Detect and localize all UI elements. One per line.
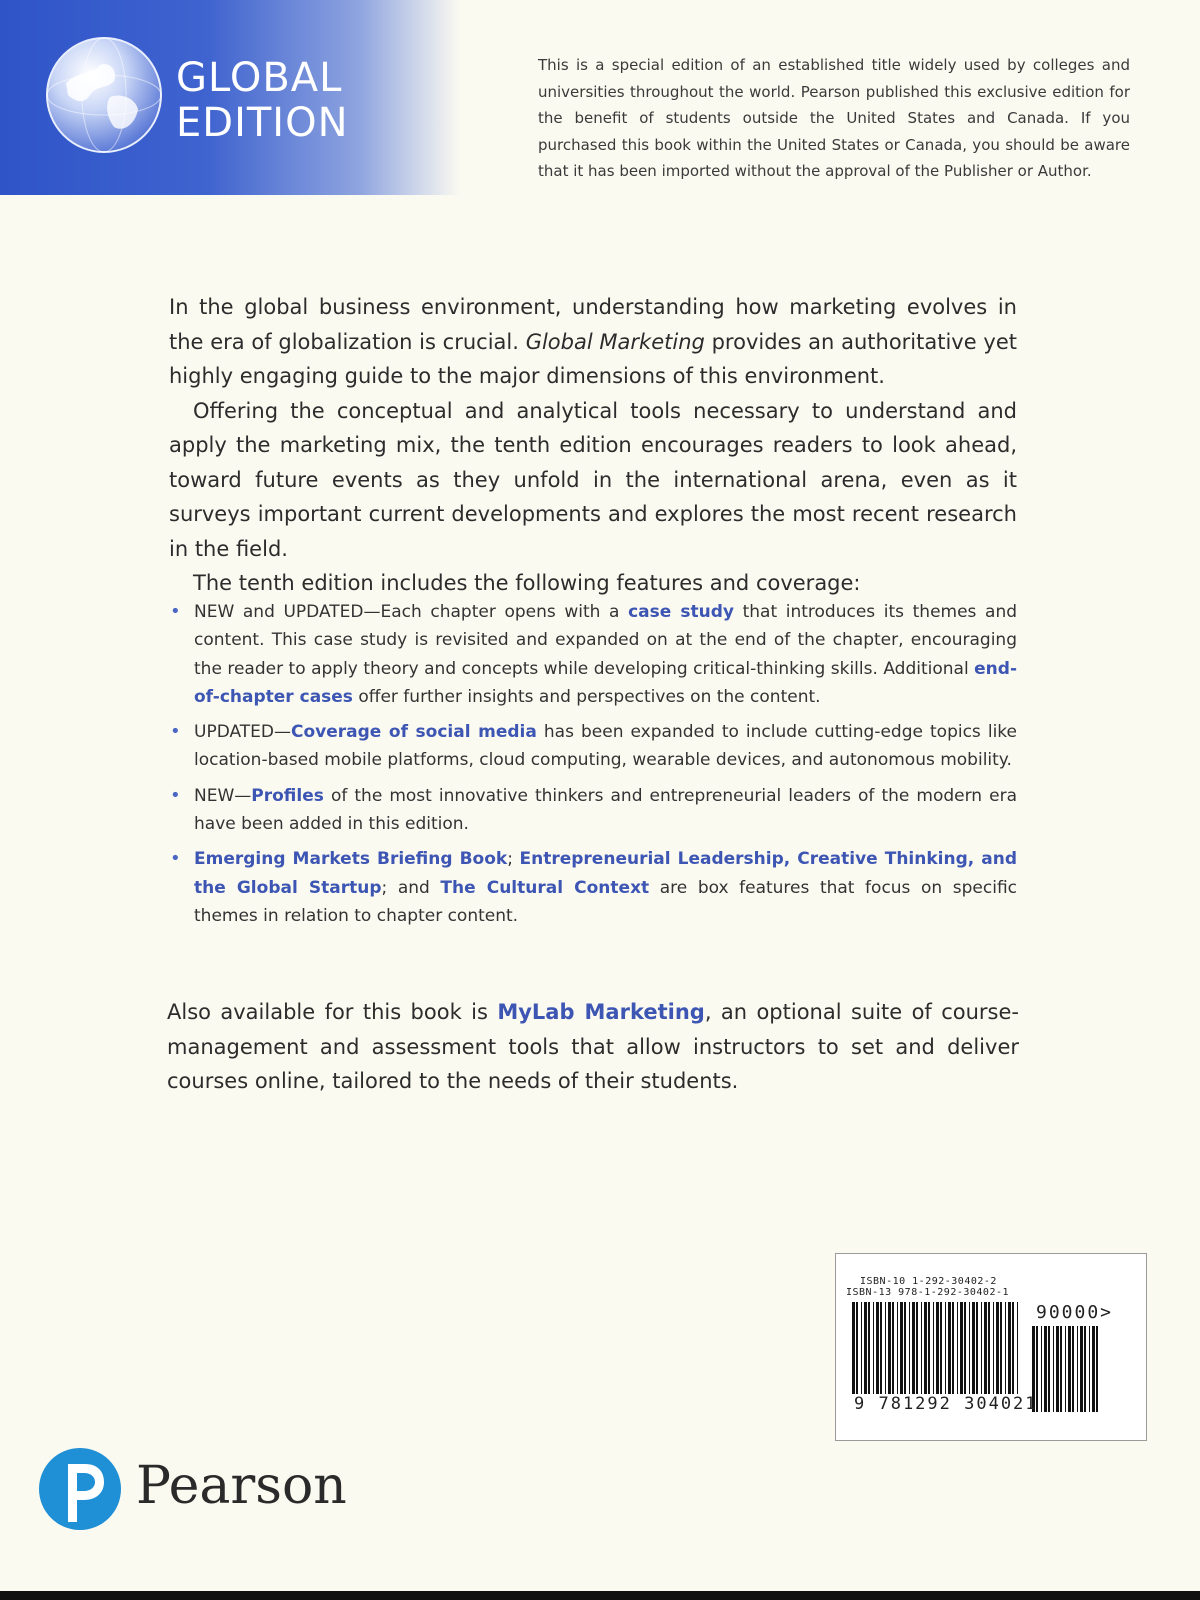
feature-text: ; bbox=[507, 849, 520, 870]
pearson-p-logo-icon bbox=[38, 1440, 122, 1538]
highlight-mylab-marketing: MyLab Marketing bbox=[497, 1000, 705, 1024]
barcode-digits: 9 781292 304021 bbox=[854, 1394, 1038, 1414]
globe-icon bbox=[44, 35, 164, 155]
feature-item-profiles bbox=[169, 782, 1017, 839]
also-available-paragraph bbox=[167, 995, 1019, 1099]
feature-text: are box features that focus on specific themes in relation to chapter content. bbox=[194, 877, 1017, 926]
description-paragraph-3: The tenth edition includes the following features and coverage: bbox=[193, 571, 861, 595]
highlight-profiles: Profiles bbox=[251, 785, 324, 806]
bullet-icon: • bbox=[170, 848, 181, 870]
feature-text: of the most innovative thinkers and entrepreneurial leaders of the modern era have been added in this edition. bbox=[194, 785, 1017, 835]
bullet-icon: • bbox=[170, 784, 181, 806]
feature-item-case-study bbox=[169, 598, 1017, 711]
publisher-name: Pearson bbox=[136, 1456, 347, 1516]
global-edition-label bbox=[176, 56, 349, 146]
features-list bbox=[169, 598, 1017, 937]
bullet-icon: • bbox=[170, 721, 181, 743]
feature-text: has been expanded to include cutting-edge topics like location-based mobile platforms, cloud computing, wearable devices, and autonomous mobility. bbox=[194, 722, 1017, 771]
highlight-case-study: case study bbox=[628, 602, 734, 622]
feature-text: offer further insights and perspectives on the content. bbox=[352, 686, 821, 707]
highlight-cultural-context: The Cultural Context bbox=[440, 877, 650, 898]
bottom-edge-divider bbox=[0, 1591, 1200, 1600]
bullet-icon: • bbox=[170, 601, 181, 622]
highlight-social-media: Coverage of social media bbox=[291, 722, 537, 743]
price-code: 90000> bbox=[1036, 1302, 1114, 1323]
feature-item-box-features bbox=[169, 845, 1017, 930]
global-edition-banner bbox=[0, 0, 460, 195]
book-description bbox=[169, 290, 1017, 601]
description-paragraph-2: Offering the conceptual and analytical tools necessary to understand and apply the marketing mix, the tenth edition encourages readers to look ahead, toward future events as they unfold in the international arena, even as it surveys important current developments and explores the most recent research in the field. bbox=[169, 398, 1017, 561]
highlight-emerging-markets: Emerging Markets Briefing Book bbox=[194, 849, 508, 870]
feature-item-social-media bbox=[169, 718, 1017, 775]
isbn-barcode bbox=[835, 1253, 1147, 1441]
feature-text: NEW— bbox=[194, 785, 252, 806]
feature-text: UPDATED— bbox=[194, 722, 292, 743]
also-text-end: , an optional suite of course-management and assessment tools that allow instructors to set and deliver courses online, tailored to the needs of their students. bbox=[167, 1000, 1019, 1093]
feature-text: NEW and UPDATED—Each chapter opens with a bbox=[194, 602, 629, 622]
edition-notice: This is a special edition of an established title widely used by colleges and universities throughout the world. Pearson published this exclusive edition for the benefit of students outside the United States and Canada. If you purchased this book within the United States or Canada, you should be aware that it has been imported without the approval of the Publisher or Author. bbox=[538, 56, 1130, 180]
feature-text: that introduces its themes and content. This case study is revisited and expanded on at the end of the chapter, encouraging the reader to apply theory and concepts while developing critical-thinking skills. Additional bbox=[194, 602, 1018, 679]
isbn-10-label: ISBN-10 1-292-30402-2 bbox=[860, 1276, 997, 1287]
description-paragraph-1 bbox=[169, 290, 1017, 394]
highlight-end-of-chapter-cases: end-of-chapter cases bbox=[194, 658, 1017, 707]
also-text: Also available for this book is bbox=[167, 1000, 498, 1024]
isbn-13-label: ISBN-13 978-1-292-30402-1 bbox=[846, 1287, 1010, 1298]
book-title-italic: Global Marketing bbox=[525, 329, 705, 354]
edition-label-line2: EDITION bbox=[176, 100, 349, 146]
highlight-entrepreneurial-leadership: Entrepreneurial Leadership, Creative Thinking, and the Global Startup bbox=[194, 849, 1018, 898]
feature-text: ; and bbox=[381, 877, 441, 898]
description-p1-text: In the global business environment, understanding how marketing evolves in the era of globalization is crucial. bbox=[169, 295, 1017, 354]
description-p1-text-end: provides an authoritative yet highly engaging guide to the major dimensions of this environment. bbox=[169, 329, 1017, 388]
edition-label-line1: GLOBAL bbox=[176, 55, 343, 101]
